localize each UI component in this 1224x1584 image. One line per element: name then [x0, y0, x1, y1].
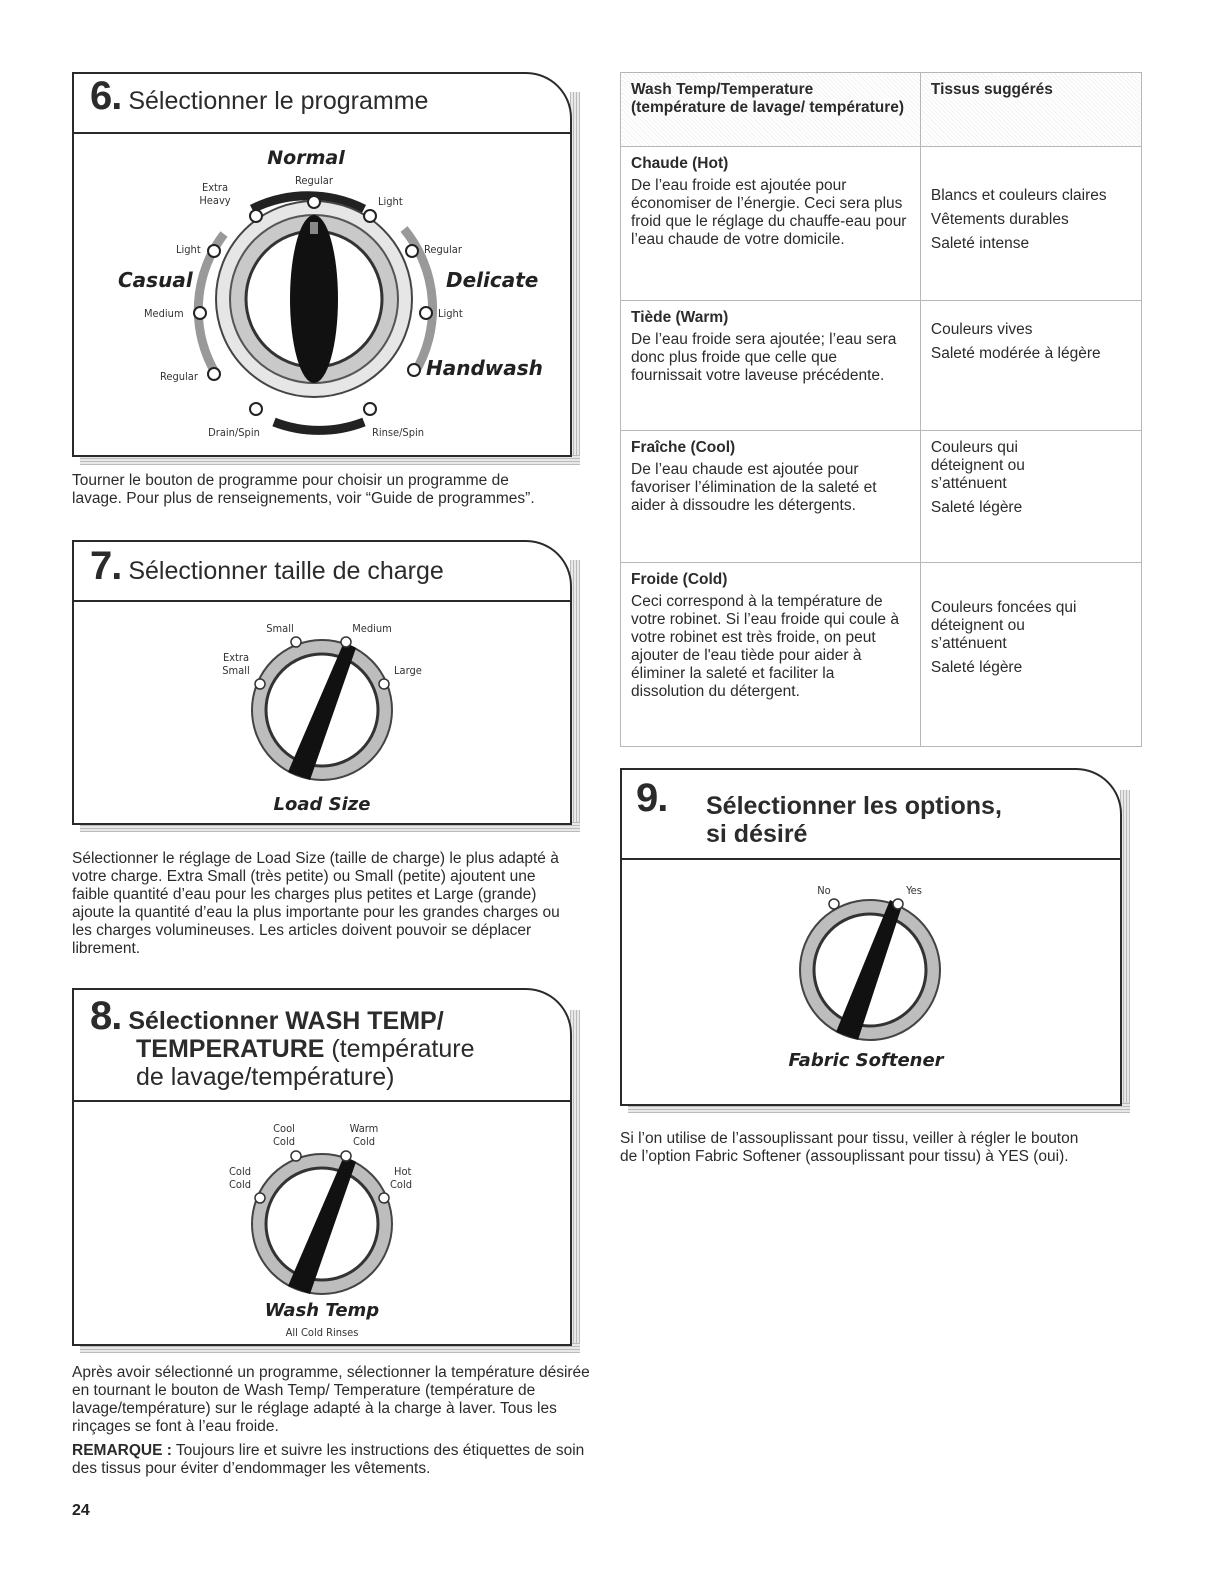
dot-rinse-spin — [364, 403, 376, 415]
label-medium: Medium — [352, 622, 392, 635]
fabric-item: Couleurs vives — [930, 321, 1033, 338]
step8-title-line1: Sélectionner WASH TEMP/ — [128, 1007, 444, 1035]
dot-delicate-light — [420, 307, 432, 319]
page-number: 24 — [72, 1502, 90, 1519]
label-large: Large — [394, 664, 422, 677]
step8-note-label: REMARQUE : — [72, 1442, 172, 1459]
cycle-normal-label: Normal — [267, 147, 345, 169]
all-cold-rinses-caption: All Cold Rinses — [285, 1326, 359, 1339]
dot-casual-light — [208, 245, 220, 257]
label-hot: Hot — [394, 1165, 412, 1178]
label-cool: Cool — [273, 1122, 295, 1135]
fabric-item: Saleté modérée à légère — [930, 345, 1101, 362]
dot-drain-spin — [250, 403, 262, 415]
dot-handwash — [408, 364, 420, 376]
step8-description — [72, 1364, 602, 1478]
cycle-handwash-label: Handwash — [426, 356, 543, 380]
temp-description: Ceci correspond à la température de votre robinet. Si l’eau froide qui coule à votre robinet est très froide, on peut ajouter de l'eau tiède pour aider à éliminer la saleté et faciliter la dissolution du détergent. — [631, 593, 899, 700]
dot-hot — [379, 1193, 389, 1203]
step9-title — [706, 792, 1002, 848]
step6-heading — [90, 74, 429, 118]
fabric-softener-caption: Fabric Softener — [788, 1050, 944, 1071]
label-normal-regular: Regular — [295, 174, 333, 187]
label-casual-regular: Regular — [160, 370, 198, 383]
spin-arc — [274, 422, 364, 430]
step7-description: Sélectionner le réglage de Load Size (taille de charge) le plus adapté à votre charge. Extra Small (très petite) ou Small (petite) ajoutent une faible quantité d’eau pour les charges plus petites et Large (grande) ajoute la quantité d’eau la plus importante pour les grandes charges ou les charges volumineuses. Les articles doivent pouvoir se déplacer librement. — [72, 850, 560, 957]
dot-extra-heavy — [250, 210, 262, 222]
label-hot-cold: Cold — [390, 1178, 412, 1191]
step8-text: Après avoir sélectionné un programme, sélectionner la température désirée en tournant le bouton de Wash Temp/ Temperature (température de lavage/température) sur le réglage adapté à la charge à laver. Tous les rinçages se font à l’eau froide. — [72, 1364, 590, 1435]
label-warm-cold: Cold — [353, 1135, 375, 1148]
cycle-delicate-label: Delicate — [446, 268, 539, 292]
label-casual-light: Light — [176, 243, 201, 256]
table-row — [621, 563, 1142, 747]
label-casual-medium: Medium — [144, 307, 184, 320]
dot-casual-medium — [194, 307, 206, 319]
table-header-temperature: Wash Temp/Temperature (température de lavage/ température) — [621, 73, 921, 147]
fabric-item: Saleté intense — [930, 235, 1030, 252]
wash-temperature-table — [620, 72, 1142, 747]
table-row — [621, 147, 1142, 301]
dot-normal-light — [364, 210, 376, 222]
dot-casual-regular — [208, 368, 220, 380]
table-row — [621, 301, 1142, 431]
fabric-item: Couleurs qui déteignent ou s’atténuent — [930, 439, 1025, 492]
step8-title-line2-bold: TEMPERATURE — [136, 1035, 325, 1063]
dot-no — [829, 899, 839, 909]
table-header-row — [621, 73, 1142, 147]
dot-warm — [341, 1151, 351, 1161]
step8-title-line2-rest: (température — [324, 1035, 475, 1063]
fabric-item: Vêtements durables — [930, 211, 1069, 228]
step7-number: 7. — [90, 544, 122, 588]
temp-description: De l’eau froide est ajoutée pour économiser de l’énergie. Ceci sera plus froid que le réglage du chauffe-eau pour l’eau chaude de votre domicile. — [631, 177, 907, 248]
step9-title-line1: Sélectionner les options, — [706, 792, 1002, 820]
step9-number: 9. — [636, 776, 668, 820]
step6-description: Tourner le bouton de programme pour choisir un programme de lavage. Pour plus de renseignements, voir “Guide de programmes”. — [72, 472, 535, 507]
label-delicate-regular: Regular — [424, 243, 462, 256]
label-extra-small-2: Small — [222, 664, 250, 677]
label-small: Small — [266, 622, 294, 635]
label-cold-cold: Cold — [229, 1178, 251, 1191]
label-yes: Yes — [906, 884, 922, 897]
label-warm: Warm — [349, 1122, 379, 1135]
fabric-item: Saleté légère — [930, 499, 1023, 516]
load-size-dial — [74, 602, 570, 822]
dot-cold — [255, 1193, 265, 1203]
temp-description: De l’eau froide sera ajoutée; l’eau sera donc plus froide que celle que fournissait votre laveuse précédente. — [631, 331, 897, 384]
dot-cool — [291, 1151, 301, 1161]
temp-description: De l’eau chaude est ajoutée pour favoriser l’élimination de la saleté et aider à dissoudre les détergents. — [631, 461, 877, 514]
dot-medium — [341, 637, 351, 647]
temp-name: Chaude (Hot) — [631, 155, 729, 172]
step7-heading — [90, 544, 444, 588]
label-extra: Extra — [201, 181, 229, 194]
fabric-item: Saleté légère — [930, 659, 1023, 676]
label-cold: Cold — [229, 1165, 251, 1178]
temp-name: Froide (Cold) — [631, 571, 728, 588]
table-header-fabrics: Tissus suggérés — [920, 73, 1141, 147]
step9-heading — [636, 776, 668, 820]
cycle-knob-handle[interactable] — [290, 215, 338, 383]
fabric-softener-dial — [622, 860, 1120, 1104]
label-drain-spin: Drain/Spin — [208, 426, 260, 439]
temp-name: Fraîche (Cool) — [631, 439, 736, 456]
dot-normal-regular — [308, 196, 320, 208]
table-row — [621, 431, 1142, 563]
step8-note-text: Toujours lire et suivre les instructions des étiquettes de soin des tissus pour éviter d’endommager les vêtements. — [72, 1442, 585, 1477]
temp-name: Tiède (Warm) — [631, 309, 729, 326]
step6-number: 6. — [90, 74, 122, 118]
wash-temp-dial — [74, 1102, 570, 1344]
step7-title: Sélectionner taille de charge — [128, 557, 444, 585]
label-cool-cold: Cold — [273, 1135, 295, 1148]
cycle-selector-dial — [74, 134, 570, 454]
step9-title-line2: si désiré — [706, 820, 808, 848]
cycle-casual-label: Casual — [118, 268, 193, 292]
wash-temp-caption: Wash Temp — [264, 1300, 380, 1321]
step8-heading — [90, 994, 560, 1091]
dot-extra-small — [255, 679, 265, 689]
label-heavy: Heavy — [199, 194, 231, 207]
label-normal-light: Light — [378, 195, 403, 208]
fabric-item: Blancs et couleurs claires — [930, 187, 1107, 204]
cycle-knob-pointer — [310, 222, 318, 234]
dot-yes — [893, 899, 903, 909]
label-rinse-spin: Rinse/Spin — [371, 426, 425, 439]
step8-number: 8. — [90, 994, 122, 1038]
label-delicate-light: Light — [438, 307, 463, 320]
dot-large — [379, 679, 389, 689]
dot-small — [291, 637, 301, 647]
step8-title-line3: de lavage/température) — [136, 1063, 395, 1091]
step9-description: Si l’on utilise de l’assouplissant pour tissu, veiller à régler le bouton de l’option Fabric Softener (assouplissant pour tissu) à YES (oui). — [620, 1130, 1079, 1165]
label-no: No — [817, 884, 831, 897]
load-size-caption: Load Size — [273, 794, 371, 815]
step6-title: Sélectionner le programme — [128, 87, 429, 115]
fabric-item: Couleurs foncées qui déteignent ou s’atténuent — [930, 599, 1077, 652]
dot-delicate-regular — [406, 245, 418, 257]
label-extra-small-1: Extra — [222, 651, 250, 664]
